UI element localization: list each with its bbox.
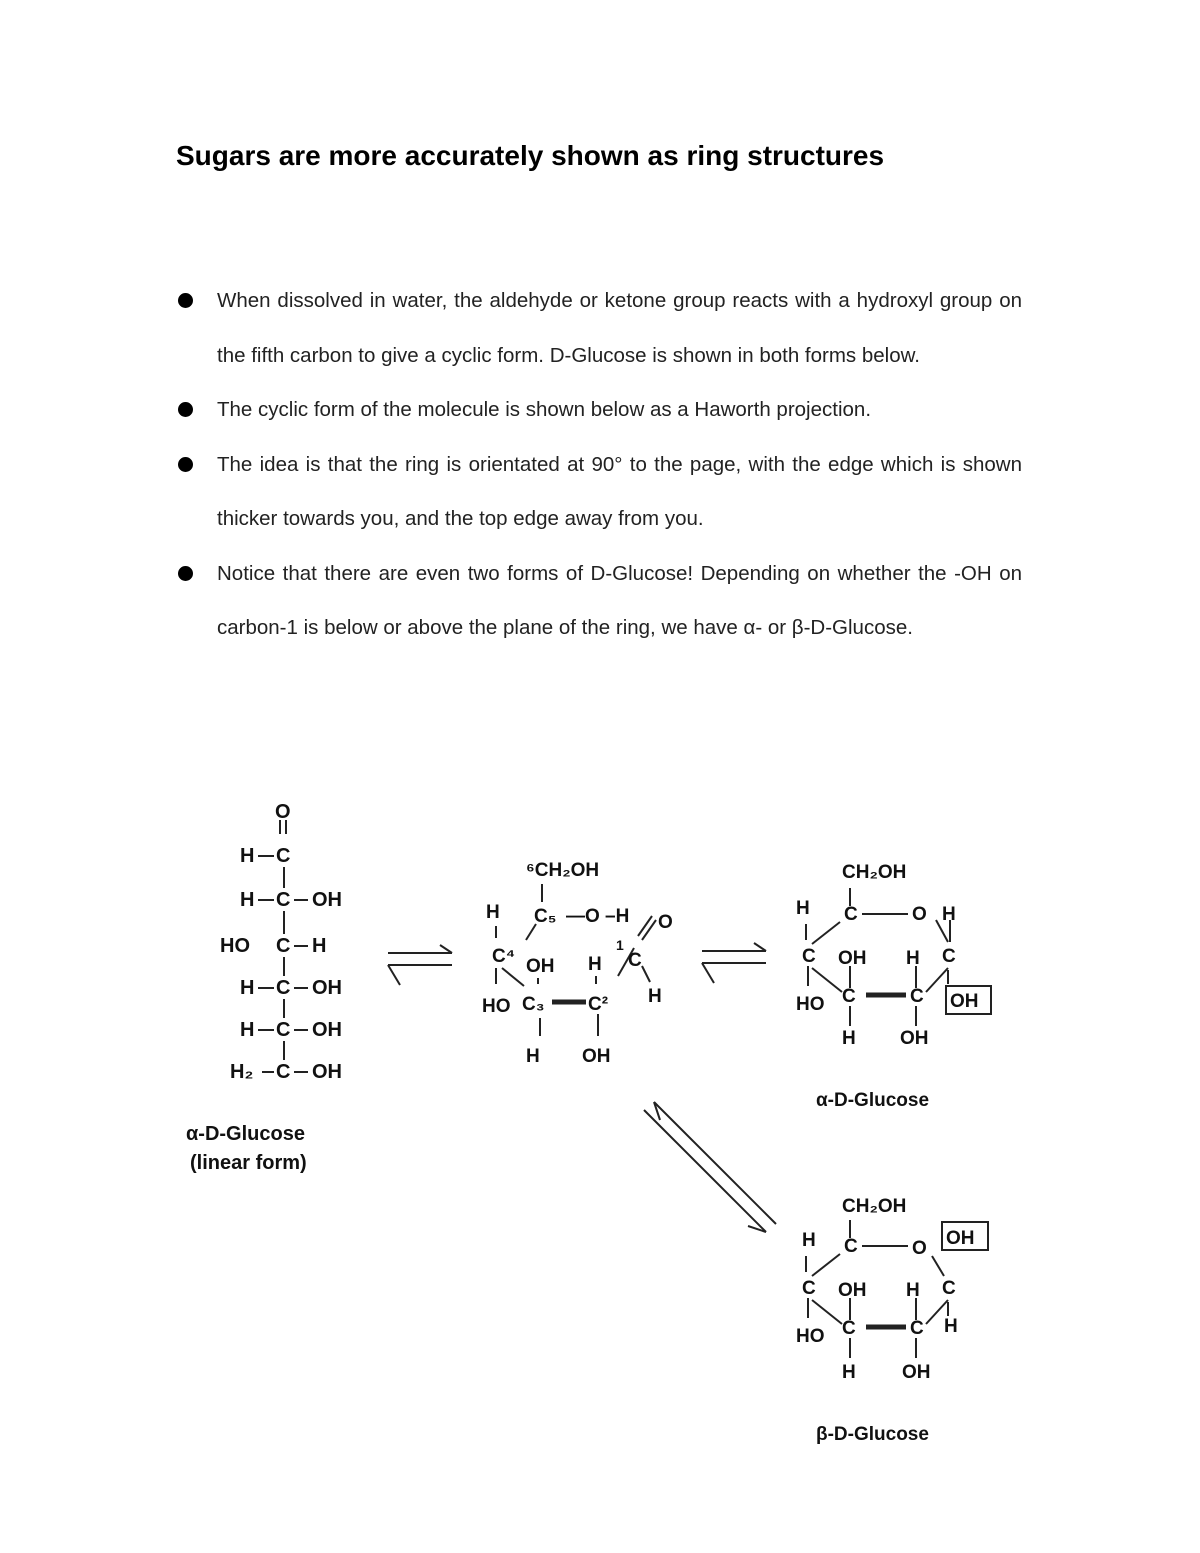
linear-h-label: H [240,845,255,867]
beta-caption: β-D-Glucose [816,1424,929,1445]
linear-oh-label: OH [312,889,342,911]
intermediate-oh-label: —O –H [566,906,630,927]
bullet-item [176,438,1022,547]
alpha-o-label: O [912,904,927,925]
intermediate-ch2oh-label: ⁶CH₂OH [526,860,600,881]
linear-ho-label: HO [220,935,250,957]
beta-o-label: O [912,1238,927,1259]
beta-c2-label: C [910,1318,924,1339]
alpha-ho-label: HO [796,994,825,1015]
linear-h-label: H [240,889,255,911]
alpha-c4-label: C [802,946,816,967]
alpha-c5-label: C [844,904,858,925]
alpha-ch2oh-label: CH₂OH [842,862,907,883]
alpha-caption: α-D-Glucose [816,1090,930,1111]
bullet-text: When dissolved in water, the aldehyde or ketone group reacts with a hydroxyl group on the fifth carbon to give a cyclic form. D-Glucose is shown in both forms below. [217,289,1022,367]
bullet-dot-icon [178,402,193,417]
beta-h-label: H [944,1316,958,1337]
bullet-list [176,274,1022,656]
page-title: Sugars are more accurately shown as ring structures [176,140,885,171]
beta-oh-box-label: OH [946,1228,975,1249]
beta-c1-label: C [942,1278,956,1299]
alpha-h-label: H [796,898,810,919]
bullet-text: Notice that there are even two forms of D-Glucose! Depending on whether the -OH on carbon-1 is below or above the plane of the ring, we have α- or β-D-Glucose. [217,561,1022,639]
intermediate-c3-label: C₃ [522,994,545,1015]
linear-h-label: H [312,935,327,957]
bullet-text: The cyclic form of the molecule is shown below as a Haworth projection. [217,398,872,421]
linear-oh-label: OH [312,1061,342,1083]
linear-c-label: C [276,889,291,911]
bullet-item [176,274,1022,383]
intermediate-h-label: H [486,902,500,923]
intermediate-h-label: H [588,954,602,975]
beta-h-label: H [906,1280,920,1301]
beta-c3-label: C [842,1318,856,1339]
intermediate-c2-label: C² [588,994,609,1015]
alpha-oh-label: OH [900,1028,929,1049]
linear-c-label: C [276,977,291,999]
intermediate-oh-label: OH [582,1046,611,1067]
alpha-h-label: H [906,948,920,969]
beta-c4-label: C [802,1278,816,1299]
linear-c-label: C [276,935,291,957]
beta-oh-label: OH [838,1280,867,1301]
linear-caption-sub: (linear form) [190,1152,307,1174]
alpha-oh-box-label: OH [950,991,979,1012]
intermediate-h-label: H [526,1046,540,1067]
intermediate-ho-label: HO [482,996,511,1017]
alpha-oh-label: OH [838,948,867,969]
alpha-h-label: H [942,904,956,925]
intermediate-c1-number: 1 [616,937,624,953]
alpha-c1-label: C [942,946,956,967]
alpha-c3-label: C [842,986,856,1007]
beta-oh-label: OH [902,1362,931,1383]
intermediate-c4-label: C⁴ [492,946,516,967]
intermediate-c1-label: C [628,950,642,971]
glucose-figure [0,770,1200,1460]
beta-h-label: H [842,1362,856,1383]
alpha-h-label: H [842,1028,856,1049]
intermediate-c5-label: C₅ [534,906,557,927]
bullet-item [176,547,1022,656]
linear-h-label: H [240,1019,255,1041]
beta-ho-label: HO [796,1326,825,1347]
linear-oh-label: OH [312,1019,342,1041]
linear-c-label: C [276,1061,291,1083]
intermediate-oh-label: OH [526,956,555,977]
bullet-item [176,383,1022,438]
beta-h-label: H [802,1230,816,1251]
bullet-dot-icon [178,293,193,308]
linear-o-label: O [275,801,291,823]
bullet-dot-icon [178,566,193,581]
intermediate-o-label: O [658,912,673,933]
linear-h2-label: H₂ [230,1061,254,1083]
beta-ch2oh-label: CH₂OH [842,1196,907,1217]
bullet-text: The idea is that the ring is orientated at 90° to the page, with the edge which is shown thicker towards you, and the top edge away from you. [217,452,1022,530]
linear-caption: α-D-Glucose [186,1123,305,1145]
linear-oh-label: OH [312,977,342,999]
intermediate-h-label: H [648,986,662,1007]
linear-h-label: H [240,977,255,999]
linear-c-label: C [276,845,291,867]
alpha-c2-label: C [910,986,924,1007]
linear-c-label: C [276,1019,291,1041]
bullet-dot-icon [178,457,193,472]
beta-c5-label: C [844,1236,858,1257]
